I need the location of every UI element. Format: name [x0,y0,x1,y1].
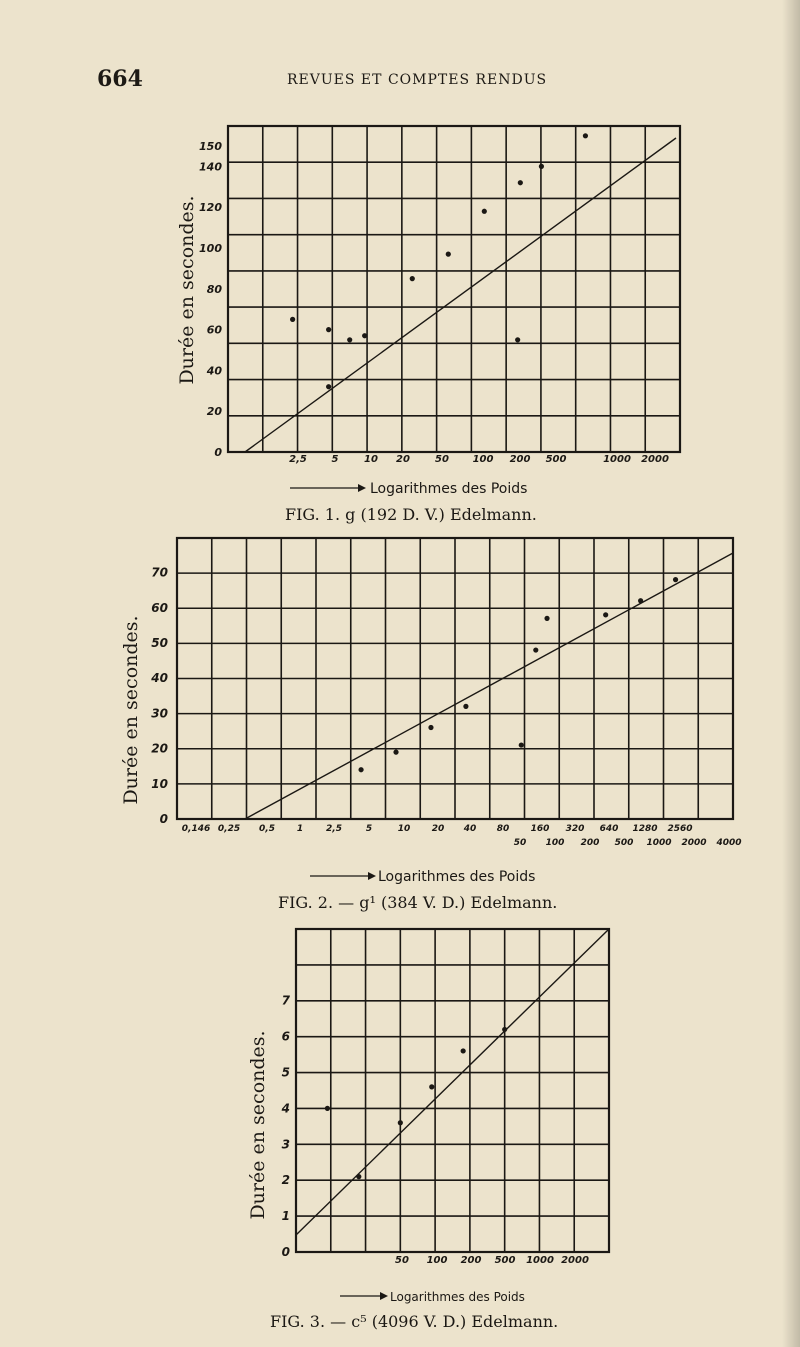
fig2-x-ticks [182,824,742,848]
fig1-x-tick-label: 10 [364,454,378,465]
fig2-ylabel: Durée en secondes. [120,615,142,805]
fig2-data-point [463,704,468,709]
fig2-x-tick-label-top: 40 [463,824,477,834]
fig2-data-point [544,616,549,621]
fig1-caption: FIG. 1. g (192 D. V.) Edelmann. [285,505,537,524]
fig3-arrowhead [380,1292,388,1300]
fig2-points [358,577,678,772]
fig2-x-tick-label-bottom: 50 [513,838,527,848]
fig1-x-tick-label: 5 [331,454,339,465]
figure-2 [120,538,742,912]
fig2-x-tick-label-top: 80 [496,824,510,834]
fig2-arrowhead [368,872,376,880]
fig3-x-ticks [395,1255,589,1266]
fig2-x-tick-label-top: 1 [296,824,304,834]
fig3-trend-line [296,929,609,1235]
fig1-x-tick-label: 500 [545,454,567,465]
fig3-x-tick-label: 200 [460,1255,482,1266]
fig2-x-tick-label-top: 0,146 [181,824,211,834]
fig1-x-tick-label: 2,5 [289,454,307,465]
fig2-xlabel: Logarithmes des Poids [378,869,536,885]
fig1-data-point [362,333,367,338]
fig1-data-point [583,133,588,138]
fig1-data-point [539,164,544,169]
fig2-grid [177,538,733,819]
fig1-y-tick-label: 120 [199,201,222,215]
fig2-y-tick-label: 40 [151,671,168,686]
fig1-y-tick-label: 0 [214,446,222,459]
fig1-xlabel: Logarithmes des Poids [370,481,528,497]
fig1-data-point [482,209,487,214]
fig3-data-point [502,1027,507,1032]
fig1-data-point [326,327,331,332]
fig1-data-point [347,337,352,342]
fig3-points [325,1027,507,1179]
fig1-y-tick-label: 100 [199,242,222,255]
fig3-x-tick-label: 1000 [526,1255,554,1266]
fig2-caption: FIG. 2. — g¹ (384 V. D.) Edelmann. [278,893,558,912]
fig3-y-tick-label: 5 [281,1065,290,1080]
fig2-x-tick-label-top: 2560 [667,824,693,834]
fig2-data-point [673,577,678,582]
fig1-data-point [518,180,523,185]
fig2-x-tick-label-top: 20 [431,824,445,834]
fig2-x-tick-label-bottom: 4000 [716,838,742,848]
fig1-data-point [290,317,295,322]
fig3-x-tick-label: 2000 [561,1255,589,1266]
fig2-y-tick-label: 60 [151,600,168,615]
fig2-x-tick-label-bottom: 200 [580,838,600,848]
fig3-data-point [461,1048,466,1053]
fig1-y-ticks [199,140,222,459]
fig2-x-tick-label-top: 320 [565,824,585,834]
fig2-data-point [393,750,398,755]
fig1-y-tick-label: 150 [199,140,222,153]
fig3-y-tick-label: 1 [281,1209,290,1224]
running-title: REVUES ET COMPTES RENDUS [287,72,548,88]
fig2-x-tick-label-top: 0,5 [259,824,275,834]
fig3-y-tick-label: 3 [281,1137,290,1152]
fig1-x-tick-label: 1000 [603,454,631,465]
fig1-points [290,133,588,389]
figure-1 [176,126,680,524]
fig3-grid [296,929,609,1252]
fig3-xlabel: Logarithmes des Poids [390,1290,525,1304]
fig1-data-point [515,337,520,342]
fig2-x-tick-label-top: 640 [599,824,619,834]
fig2-data-point [533,647,538,652]
fig3-y-tick-label: 7 [281,993,290,1008]
fig2-data-point [519,742,524,747]
fig1-x-tick-label: 20 [396,454,410,465]
fig2-x-tick-label-top: 2,5 [326,824,342,834]
fig1-data-point [326,384,331,389]
figure-3 [247,929,609,1331]
fig3-x-tick-label: 50 [395,1255,409,1266]
fig1-arrowhead [358,484,366,492]
fig3-y-tick-label: 0 [281,1245,290,1259]
page-number: 664 [97,66,143,92]
fig2-data-point [358,767,363,772]
fig1-x-tick-label: 2000 [641,454,669,465]
fig2-y-tick-label: 20 [151,741,168,756]
fig1-y-tick-label: 140 [199,160,222,174]
fig2-x-tick-label-top: 160 [530,824,550,834]
fig2-x-tick-label-bottom: 500 [614,838,634,848]
fig1-x-ticks [289,454,669,465]
fig3-data-point [356,1174,361,1179]
fig2-x-tick-label-bottom: 2000 [681,838,707,848]
fig1-y-tick-label: 40 [206,364,222,378]
fig3-x-tick-label: 100 [426,1255,448,1266]
fig3-y-tick-label: 6 [281,1029,290,1044]
fig3-data-point [398,1120,403,1125]
fig1-data-point [410,276,415,281]
fig1-y-tick-label: 80 [206,282,222,296]
fig3-ylabel: Durée en secondes. [247,1030,269,1220]
fig3-x-tick-label: 500 [494,1255,516,1266]
fig1-data-point [446,252,451,257]
fig3-frame [296,929,609,1252]
fig2-y-tick-label: 50 [151,636,168,650]
fig2-x-tick-label-top: 0,25 [217,824,241,834]
fig2-y-tick-label: 30 [151,706,168,721]
fig1-frame [228,126,680,452]
fig2-data-point [428,725,433,730]
fig3-y-ticks [281,994,291,1259]
fig1-x-tick-label: 100 [472,454,494,465]
fig3-data-point [429,1084,434,1089]
fig2-x-tick-label-top: 1280 [632,824,658,834]
fig1-ylabel: Durée en secondes. [176,195,198,385]
fig2-data-point [638,598,643,603]
fig2-data-point [603,612,608,617]
fig3-data-point [325,1106,330,1111]
fig2-y-tick-label: 10 [151,776,168,791]
fig2-y-tick-label: 0 [159,812,168,826]
fig3-y-tick-label: 4 [281,1101,290,1116]
fig2-x-tick-label-bottom: 1000 [646,838,672,848]
fig1-x-tick-label: 50 [435,454,449,465]
fig1-trend-line [245,138,676,452]
fig2-y-ticks [150,566,168,826]
fig2-y-tick-label: 70 [151,565,168,580]
fig2-x-tick-label-top: 5 [365,824,373,834]
fig1-y-tick-label: 60 [206,323,222,337]
fig3-y-tick-label: 2 [281,1173,290,1188]
fig1-x-tick-label: 200 [509,454,531,465]
fig2-x-tick-label-top: 10 [397,824,411,834]
fig3-caption: FIG. 3. — c⁵ (4096 V. D.) Edelmann. [270,1312,559,1331]
fig1-y-tick-label: 20 [206,405,222,419]
fig1-grid [228,126,680,452]
fig2-x-tick-label-bottom: 100 [545,838,565,848]
